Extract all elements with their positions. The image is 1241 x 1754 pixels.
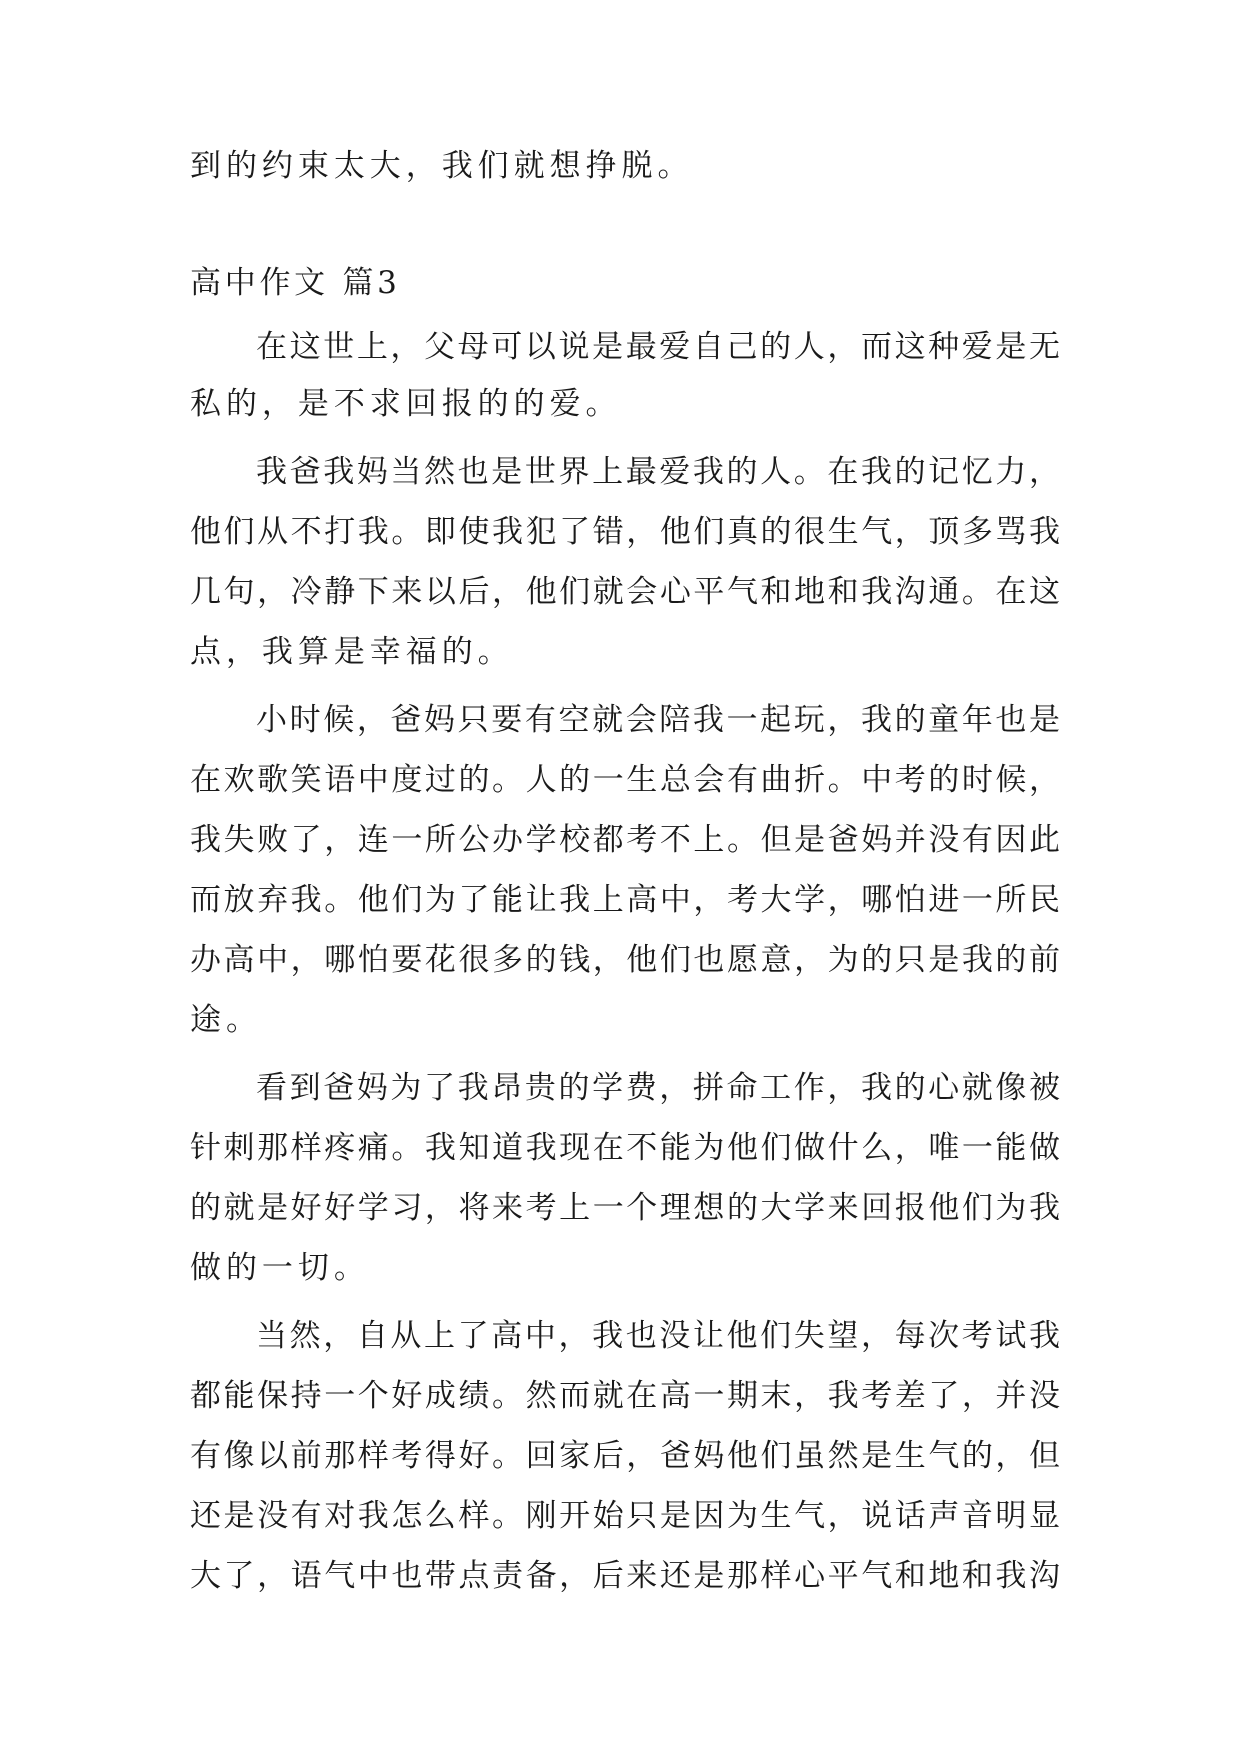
text-line: 几句，冷静下来以后，他们就会心平气和地和我沟通。在这 <box>190 574 1060 610</box>
text-line: 大了，语气中也带点责备，后来还是那样心平气和地和我沟 <box>190 1558 1060 1594</box>
text-line: 还是没有对我怎么样。刚开始只是因为生气，说话声音明显 <box>190 1498 1060 1534</box>
text-line: 他们从不打我。即使我犯了错，他们真的很生气，顶多骂我 <box>190 514 1060 550</box>
text-line: 做的一切。 <box>190 1250 370 1286</box>
paragraph-first-line: 小时候，爸妈只要有空就会陪我一起玩，我的童年也是 <box>256 702 1060 738</box>
paragraph-first-line: 当然，自从上了高中，我也没让他们失望，每次考试我 <box>256 1318 1060 1354</box>
text-line: 而放弃我。他们为了能让我上高中，考大学，哪怕进一所民 <box>190 882 1060 918</box>
text-line: 都能保持一个好成绩。然而就在高一期末，我考差了，并没 <box>190 1378 1060 1414</box>
text-line: 在欢歌笑语中度过的。人的一生总会有曲折。中考的时候， <box>190 762 1060 798</box>
text-line: 我失败了，连一所公办学校都考不上。但是爸妈并没有因此 <box>190 822 1060 858</box>
text-line: 针刺那样疼痛。我知道我现在不能为他们做什么，唯一能做 <box>190 1130 1060 1166</box>
text-line: 途。 <box>190 1002 262 1038</box>
text-line: 的就是好好学习，将来考上一个理想的大学来回报他们为我 <box>190 1190 1060 1226</box>
text-line: 私的，是不求回报的的爱。 <box>190 386 622 422</box>
paragraph-first-line: 在这世上，父母可以说是最爱自己的人，而这种爱是无 <box>256 329 1060 365</box>
text-line: 办高中，哪怕要花很多的钱，他们也愿意，为的只是我的前 <box>190 942 1060 978</box>
text-line: 有像以前那样考得好。回家后，爸妈他们虽然是生气的，但 <box>190 1438 1060 1474</box>
paragraph-first-line: 我爸我妈当然也是世界上最爱我的人。在我的记忆力， <box>256 454 1060 490</box>
section-heading: 高中作文 篇3 <box>190 265 401 301</box>
paragraph-first-line: 看到爸妈为了我昂贵的学费，拼命工作，我的心就像被 <box>256 1070 1060 1106</box>
text-line: 点，我算是幸福的。 <box>190 634 514 670</box>
text-line: 到的约束太大，我们就想挣脱。 <box>190 148 694 184</box>
